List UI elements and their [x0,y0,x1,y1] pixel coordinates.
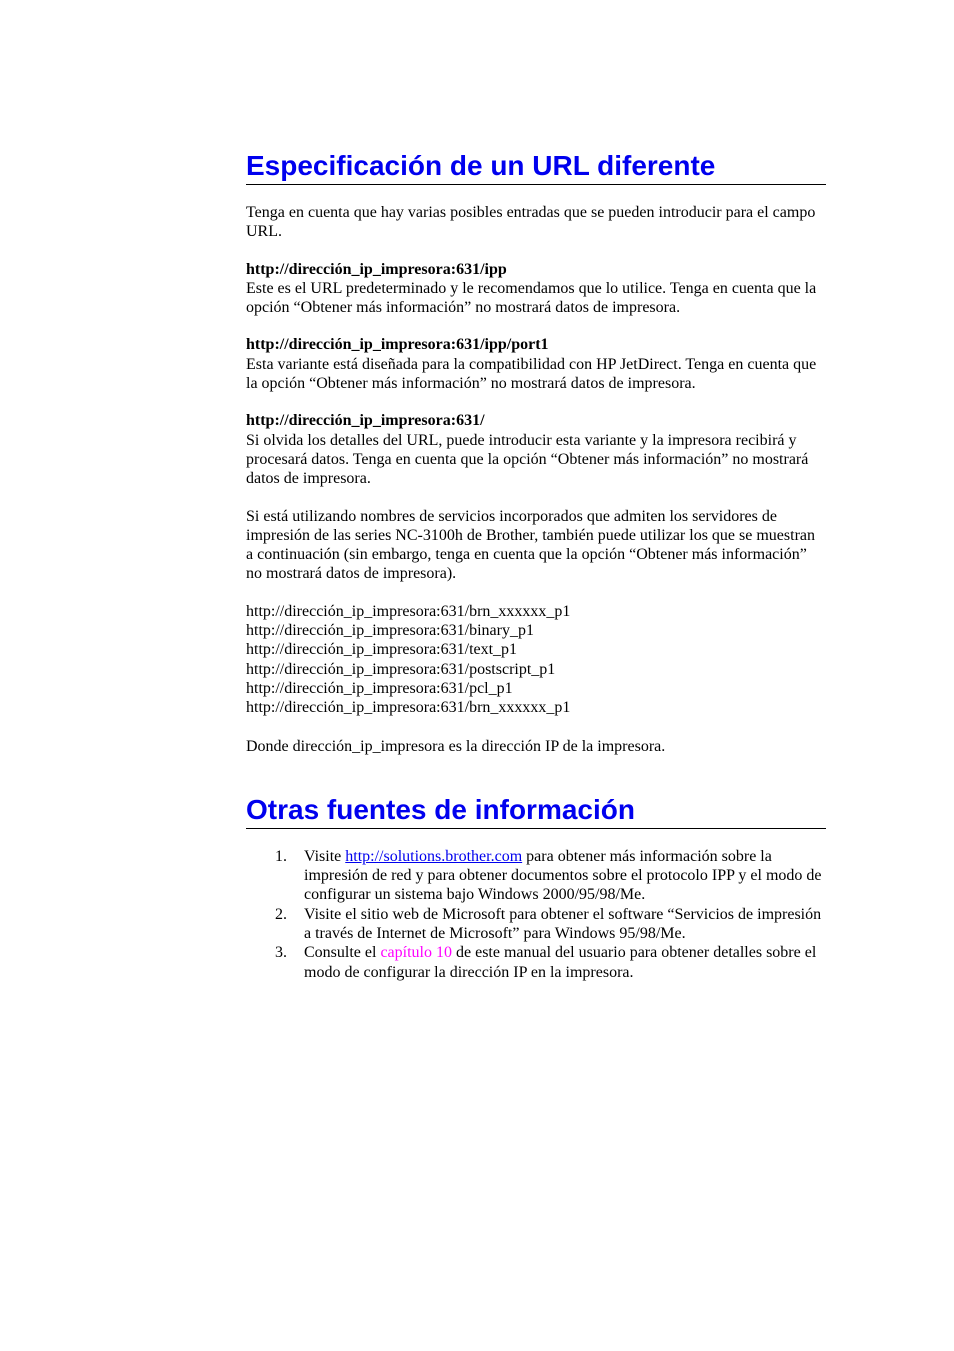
url-entry [246,260,826,318]
service-url: http://dirección_ip_impresora:631/brn_xxxxxx_p1 [246,602,571,620]
url-entry-heading: http://dirección_ip_impresora:631/ipp/port1 [246,336,549,354]
section-title-other-sources: Otras fuentes de información [246,794,826,829]
service-url: http://dirección_ip_impresora:631/binary_p1 [246,622,534,640]
service-url-list [246,602,826,718]
where-note: Donde dirección_ip_impresora es la dirección IP de la impresora. [246,737,666,755]
url-entry [246,411,826,488]
list-number: 2. [275,905,287,923]
chapter-link[interactable]: capítulo 10 [380,944,452,962]
list-number: 3. [275,944,287,962]
list-item [246,847,826,905]
url-entry [246,335,826,393]
url-entry-heading: http://dirección_ip_impresora:631/ipp [246,260,507,278]
url-entry-description: Este es el URL predeterminado y le recomendamos que lo utilice. Tenga en cuenta que la opción “Obtener más información” no mostrará datos de impresora. [246,279,817,317]
document-page [246,150,826,982]
list-number: 1. [275,847,287,865]
list-text-post: para obtener más información sobre la impresión de red y para obtener documentos sobre el protocolo IPP y el modo de configurar un sistema bajo Windows 2000/95/98/Me. [304,847,822,904]
services-paragraph: Si está utilizando nombres de servicios incorporados que admiten los servidores de impresión de las series NC-3100h de Brother, también puede utilizar los que se muestran a continuación (sin embargo, tenga en cuenta que la opción “Obtener más información” no mostrará datos de impresora). [246,507,815,583]
service-url: http://dirección_ip_impresora:631/brn_xxxxxx_p1 [246,699,571,717]
url-entry-heading: http://dirección_ip_impresora:631/ [246,412,485,430]
list-text-pre: Consulte el [304,944,381,962]
service-url: http://dirección_ip_impresora:631/pcl_p1 [246,679,513,697]
url-entry-description: Si olvida los detalles del URL, puede introducir esta variante y la impresora recibirá y procesará datos. Tenga en cuenta que la opción “Obtener más información” no mostrará datos de impresora. [246,431,809,488]
list-text: Visite el sitio web de Microsoft para obtener el software “Servicios de impresión a través de Internet de Microsoft” para Windows 95/98/Me. [304,905,822,943]
intro-paragraph: Tenga en cuenta que hay varias posibles entradas que se pueden introducir para el campo URL. [246,204,816,241]
service-url: http://dirección_ip_impresora:631/text_p1 [246,641,518,659]
list-text-pre: Visite [304,847,346,865]
list-item [246,905,826,944]
url-entry-description: Esta variante está diseñada para la compatibilidad con HP JetDirect. Tenga en cuenta que la opción “Obtener más información” no mostrará datos de impresora. [246,355,817,393]
sources-list [246,847,826,982]
list-text-post: de este manual del usuario para obtener detalles sobre el modo de configurar la dirección IP en la impresora. [304,944,817,981]
service-url: http://dirección_ip_impresora:631/postscript_p1 [246,660,556,678]
section-title-url: Especificación de un URL diferente [246,150,826,185]
list-item [246,943,826,982]
solutions-link[interactable]: http://solutions.brother.com [345,847,523,865]
